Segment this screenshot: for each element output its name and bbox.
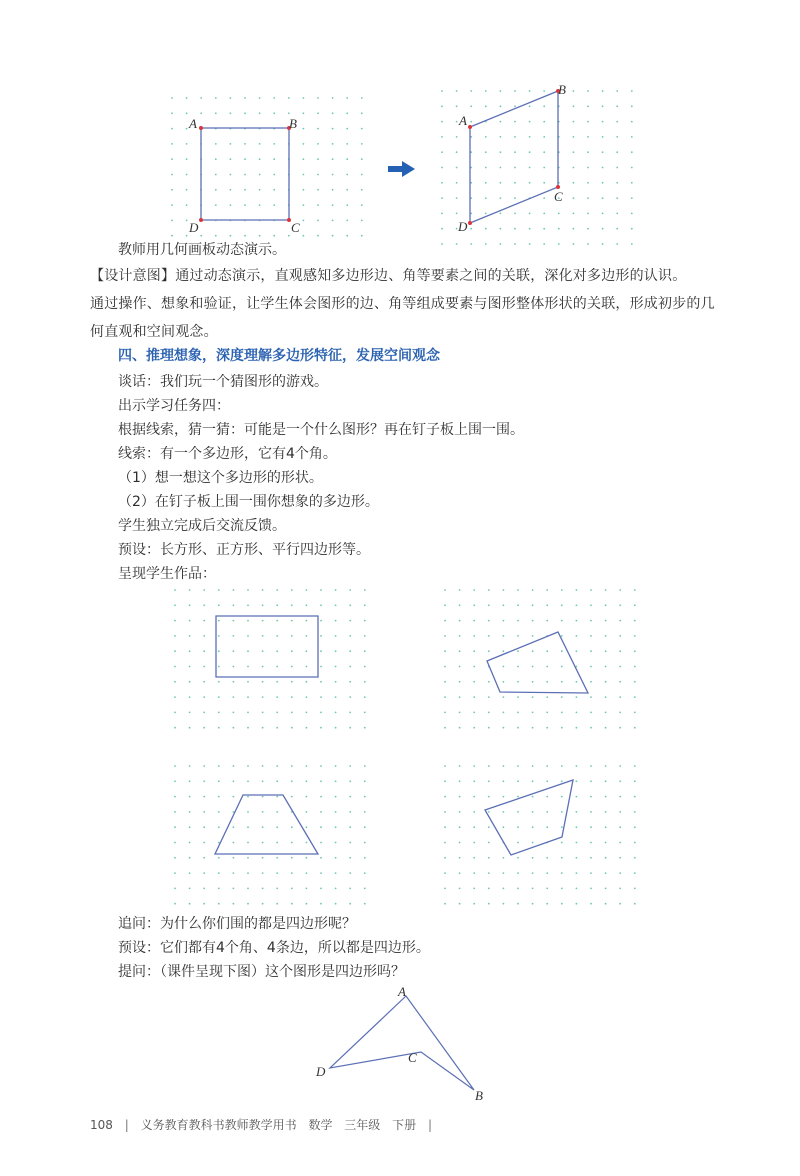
trapezoid-shape [215,795,318,854]
text-line: 根据线索，猜一猜：可能是一个什么图形？再在钉子板上围一围。 [118,422,524,438]
grade: 三年级 [344,1118,381,1132]
geoboard-square [165,92,365,242]
text-line: 提问：（课件呈现下图）这个图形是四边形吗？ [118,964,405,980]
text-line: （1）想一想这个多边形的形状。 [118,470,323,486]
right-arrow-icon [388,160,416,178]
footer-separator: | [427,1118,433,1132]
text-line: 学生独立完成后交流反馈。 [118,518,286,534]
label-b: B [475,1088,483,1103]
text-line: 预设：长方形、正方形、平行四边形等。 [118,542,370,558]
page-footer [90,1116,440,1133]
book-title: 义务教育教科书教师教学用书 [140,1118,297,1132]
quadrilateral-shape [485,780,573,855]
vertex-d [199,218,203,222]
section-heading: 四、推理想象，深度理解多边形特征，发展空间观念 [118,348,440,364]
label-d: D [316,1064,326,1079]
footer-separator: | [124,1118,129,1132]
page-number: 108 [90,1118,113,1132]
label-a: A [189,116,197,131]
design-intent-text: 通过动态演示，直观感知多边形边、角等要素之间的关联，深化对多边形的认识。 [175,268,687,284]
concave-shape [330,996,474,1090]
quadrilateral-shape [487,632,588,693]
design-intent-line2: 通过操作、想象和验证，让学生体会图形的边、角等组成要素与图形整体形状的关联，形成初步的几 [90,296,715,312]
geoboard-trapezoid [435,82,640,245]
student-work-rectangle [168,584,368,732]
subject: 数学 [308,1118,333,1132]
demo-text: 教师用几何画板动态演示。 [118,242,286,258]
label-c: C [291,220,300,235]
design-intent-line1 [90,266,686,286]
rectangle-shape [216,616,318,677]
design-intent-line3: 何直观和空间观念。 [90,324,218,340]
text-line: 预设：它们都有4个角、4条边，所以都是四边形。 [118,940,430,956]
text-line: 谈话：我们玩一个猜图形的游戏。 [118,374,328,390]
vertex-d [468,221,472,225]
label-a: A [459,113,467,128]
volume: 下册 [392,1118,417,1132]
label-d: D [458,219,468,234]
trapezoid-shape [470,91,558,223]
label-a: A [398,984,406,999]
text-line: 出示学习任务四： [118,398,230,414]
text-line: 追问：为什么你们围的都是四边形呢？ [118,916,356,932]
label-d: D [189,220,199,235]
text-line: 呈现学生作品： [118,566,216,582]
student-work-quadrilateral-2 [438,760,638,908]
student-work-trapezoid [168,760,368,908]
vertex-a [468,125,472,129]
label-c: C [408,1050,417,1065]
label-b: B [558,82,566,97]
text-line: （2）在钉子板上围一围你想象的多边形。 [118,494,379,510]
label-c: C [554,189,563,204]
label-b: B [289,116,297,131]
design-intent-tag: 【设计意图】 [90,268,176,284]
text-line: 线索：有一个多边形，它有4个角。 [118,446,337,462]
concave-quadrilateral-figure [310,980,500,1105]
student-work-quadrilateral-1 [438,584,638,732]
vertex-a [199,126,203,130]
